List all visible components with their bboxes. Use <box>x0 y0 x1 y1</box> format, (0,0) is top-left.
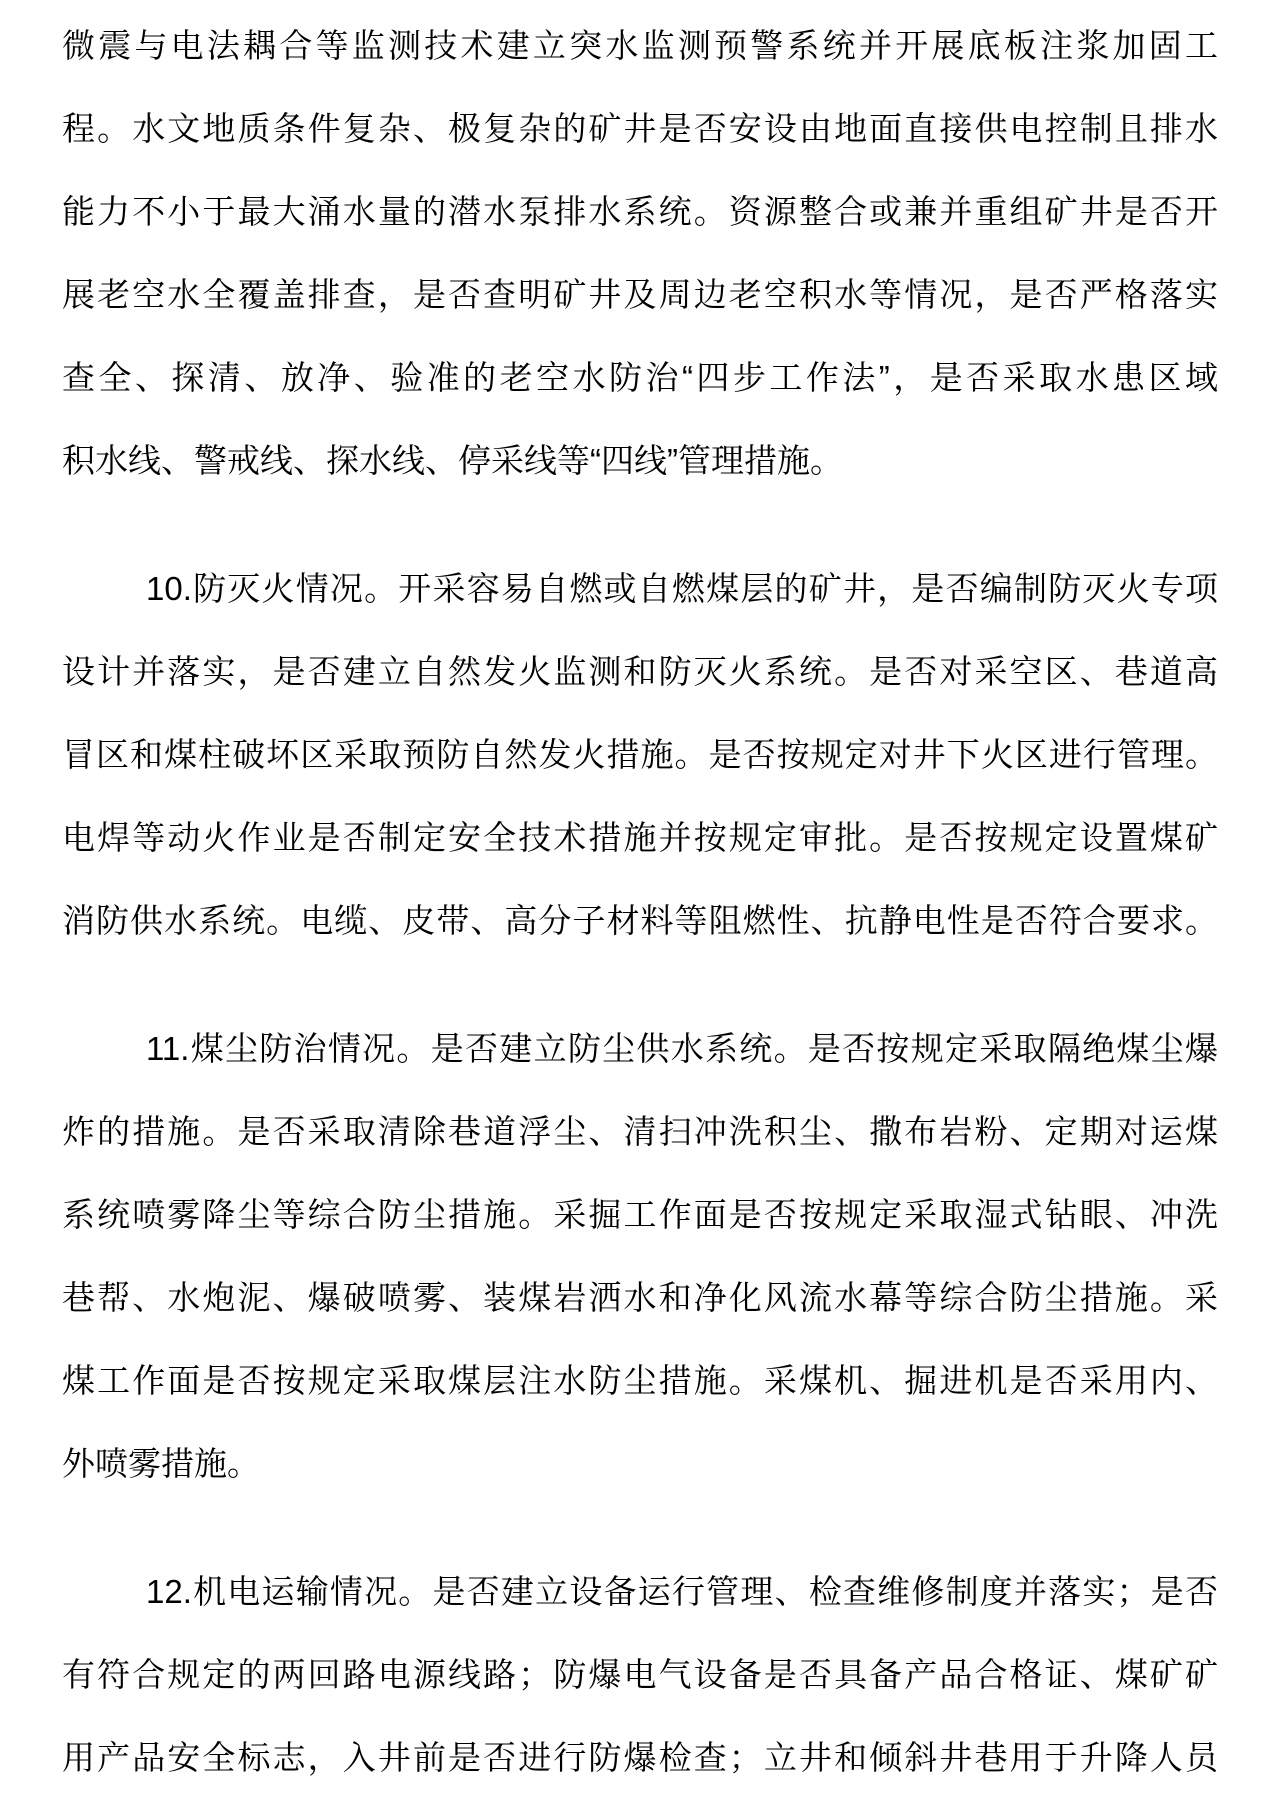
text-line: 展老空水全覆盖排查，是否查明矿井及周边老空积水等情况，是否严格落实 <box>62 276 1218 313</box>
text-line: 冒区和煤柱破坏区采取预防自然发火措施。是否按规定对井下火区进行管理。 <box>62 736 1218 773</box>
text-line: 系统喷雾降尘等综合防尘措施。采掘工作面是否按规定采取湿式钻眼、冲洗 <box>62 1196 1218 1233</box>
paragraph-item-11-coal-dust-control <box>62 1007 1218 1505</box>
text-line: 有符合规定的两回路电源线路；防爆电气设备是否具备产品合格证、煤矿矿 <box>62 1656 1218 1693</box>
text-line: 外喷雾措施。 <box>62 1445 260 1482</box>
text-line: 微震与电法耦合等监测技术建立突水监测预警系统并开展底板注浆加固工 <box>62 27 1218 64</box>
text-line: 用产品安全标志，入井前是否进行防爆检查；立井和倾斜井巷用于升降人员 <box>62 1739 1218 1776</box>
text-line: 12.机电运输情况。是否建立设备运行管理、检查维修制度并落实；是否 <box>146 1573 1218 1610</box>
paragraph-water-hazard-continuation <box>62 4 1218 502</box>
paragraph-item-10-fire-prevention <box>62 547 1218 962</box>
text-line: 程。水文地质条件复杂、极复杂的矿井是否安设由地面直接供电控制且排水 <box>62 110 1218 147</box>
text-line: 10.防灭火情况。开采容易自燃或自燃煤层的矿井，是否编制防灭火专项 <box>146 570 1218 607</box>
text-line: 电焊等动火作业是否制定安全技术措施并按规定审批。是否按规定设置煤矿 <box>62 819 1218 856</box>
text-line: 巷帮、水炮泥、爆破喷雾、装煤岩洒水和净化风流水幕等综合防尘措施。采 <box>62 1279 1218 1316</box>
text-line: 设计并落实，是否建立自然发火监测和防灭火系统。是否对采空区、巷道高 <box>62 653 1218 690</box>
paragraph-item-12-electromechanical-transport <box>62 1550 1218 1799</box>
text-line: 11.煤尘防治情况。是否建立防尘供水系统。是否按规定采取隔绝煤尘爆 <box>146 1030 1218 1067</box>
text-line: 煤工作面是否按规定采取煤层注水防尘措施。采煤机、掘进机是否采用内、 <box>62 1362 1218 1399</box>
text-line: 炸的措施。是否采取清除巷道浮尘、清扫冲洗积尘、撒布岩粉、定期对运煤 <box>62 1113 1218 1150</box>
text-line: 积水线、警戒线、探水线、停采线等“四线”管理措施。 <box>62 442 843 479</box>
text-line: 能力不小于最大涌水量的潜水泵排水系统。资源整合或兼并重组矿井是否开 <box>62 193 1218 230</box>
text-line: 消防供水系统。电缆、皮带、高分子材料等阻燃性、抗静电性是否符合要求。 <box>62 902 1218 939</box>
text-line: 查全、探清、放净、验准的老空水防治“四步工作法”，是否采取水患区域 <box>62 359 1218 396</box>
